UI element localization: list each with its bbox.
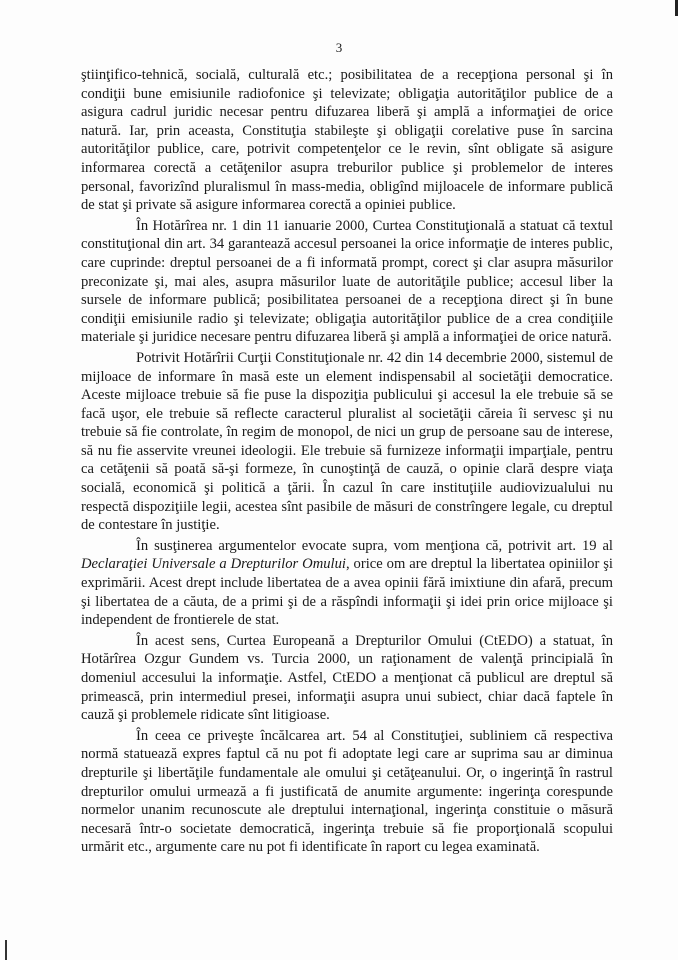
scan-edge-mark xyxy=(5,940,7,960)
paragraph: În ceea ce priveşte încălcarea art. 54 al Constituţiei, subliniem că respectiva normă statuează expres faptul că nu pot fi adoptate legi care ar suprima sau ar diminua drepturile şi libertăţile fundamentale ale omului şi cetăţeanului. Or, o ingerinţă în rastrul drepturilor omului urmează a fi justificată de anumite argumente: ingerinţa corespunde normelor unanim recunoscute ale dreptului internaţional, ingerinţa constituie o măsură necesară într-o societate democratică, ingerinţa trebuie să fie proporţională scopului urmărit etc., argumente care nu pot fi identificate în raport cu legea examinată. xyxy=(81,727,613,856)
page-number: 3 xyxy=(335,40,343,55)
paragraph: Potrivit Hotărîrii Curţii Constituţionale nr. 42 din 14 decembrie 2000, sistemul de mijloace de informare în masă este un element indispensabil al societăţii democratice. Aceste mijloace trebuie să fie puse la dispoziţia publicului şi accesul la ele trebuie să se facă uşor, ele trebuie să reflecte caracterul pluralist al societăţii căreia îi servesc şi nu trebuie să fie controlate, în regim de monopol, de nici un grup de persoane sau de interese, să nu fie asservite vreunei ideologii. Ele trebuie să furnizeze informaţii imparţiale, pentru ca cetăţenii să poată să-şi formeze, în cunoştinţă de cauză, o opinie clară despre viaţa socială, economică şi politică a ţării. În cazul în care instituţiile audiovizualului nu respectă dispoziţiile legii, acestea sînt pasibile de măsuri de constrîngere legale, cu dreptul de contestare în justiţie. xyxy=(81,349,613,534)
paragraph: În Hotărîrea nr. 1 din 11 ianuarie 2000, Curtea Constituţională a statuat că textul constituţional din art. 34 garantează accesul persoanei la orice informaţie de interes public, care cuprinde: dreptul persoanei de a fi informată prompt, corect şi clar asupra măsurilor preconizate şi, mai ales, asupra măsurilor luate de autorităţile publice; accesul liber la sursele de informare publică; posibilitatea persoanei de a recepţiona direct şi în bune condiţii emisiunile radio şi televizate; obligaţia autorităţilor publice de a crea condiţiile materiale şi juridice necesare pentru difuzarea liberă şi amplă a informaţiei de orice natură. xyxy=(81,217,613,346)
paragraph: ştiinţifico-tehnică, socială, culturală etc.; posibilitatea de a recepţiona personal şi în condiţii bune emisiunile radiofonice şi televizate; obligaţia autorităţilor publice de a asigura cadrul juridic necesar pentru difuzarea liberă şi amplă a informaţiei de orice natură. Iar, prin aceasta, Constituţia stabileşte şi obligaţii corelative puse în sarcina autorităţilor publice, care, potrivit competenţelor ce le revin, sînt obligate să asigure informarea corectă a cetăţenilor asupra treburilor publice şi problemelor de interes personal, favorizînd pluralismul în mass-media, obligînd mijloacele de informare publică de stat şi private să asigure informarea corectă a opiniei publice. xyxy=(81,67,613,214)
document-body xyxy=(81,66,613,859)
paragraph: În acest sens, Curtea Europeană a Drepturilor Omului (CtEDO) a statuat, în Hotărîrea Ozgur Gundem vs. Turcia 2000, un raţionament de valenţă principială în domeniul accesului la informaţie. Astfel, CtEDO a menţionat că publicul are dreptul să primească, prin intermediul presei, informaţii asupra unui subiect, chiar dacă faptele în cauză şi problemele ridicate sînt litigioase. xyxy=(81,632,613,724)
paragraph-text: , orice om are dreptul la libertatea opiniilor şi exprimării. Acest drept include libertatea de a avea opinii fără imixtiune din afară, precum şi libertatea de a căuta, de a primi şi de a răspîndi informaţii şi idei prin orice mijloace şi independent de frontierele de stat. xyxy=(81,556,613,629)
paragraph xyxy=(81,537,613,630)
paragraph-text: În susţinerea argumentelor evocate supra, vom menţiona că, potrivit art. 19 al xyxy=(136,537,613,554)
declaration-title: Declaraţiei Universale a Drepturilor Omului xyxy=(81,556,346,573)
